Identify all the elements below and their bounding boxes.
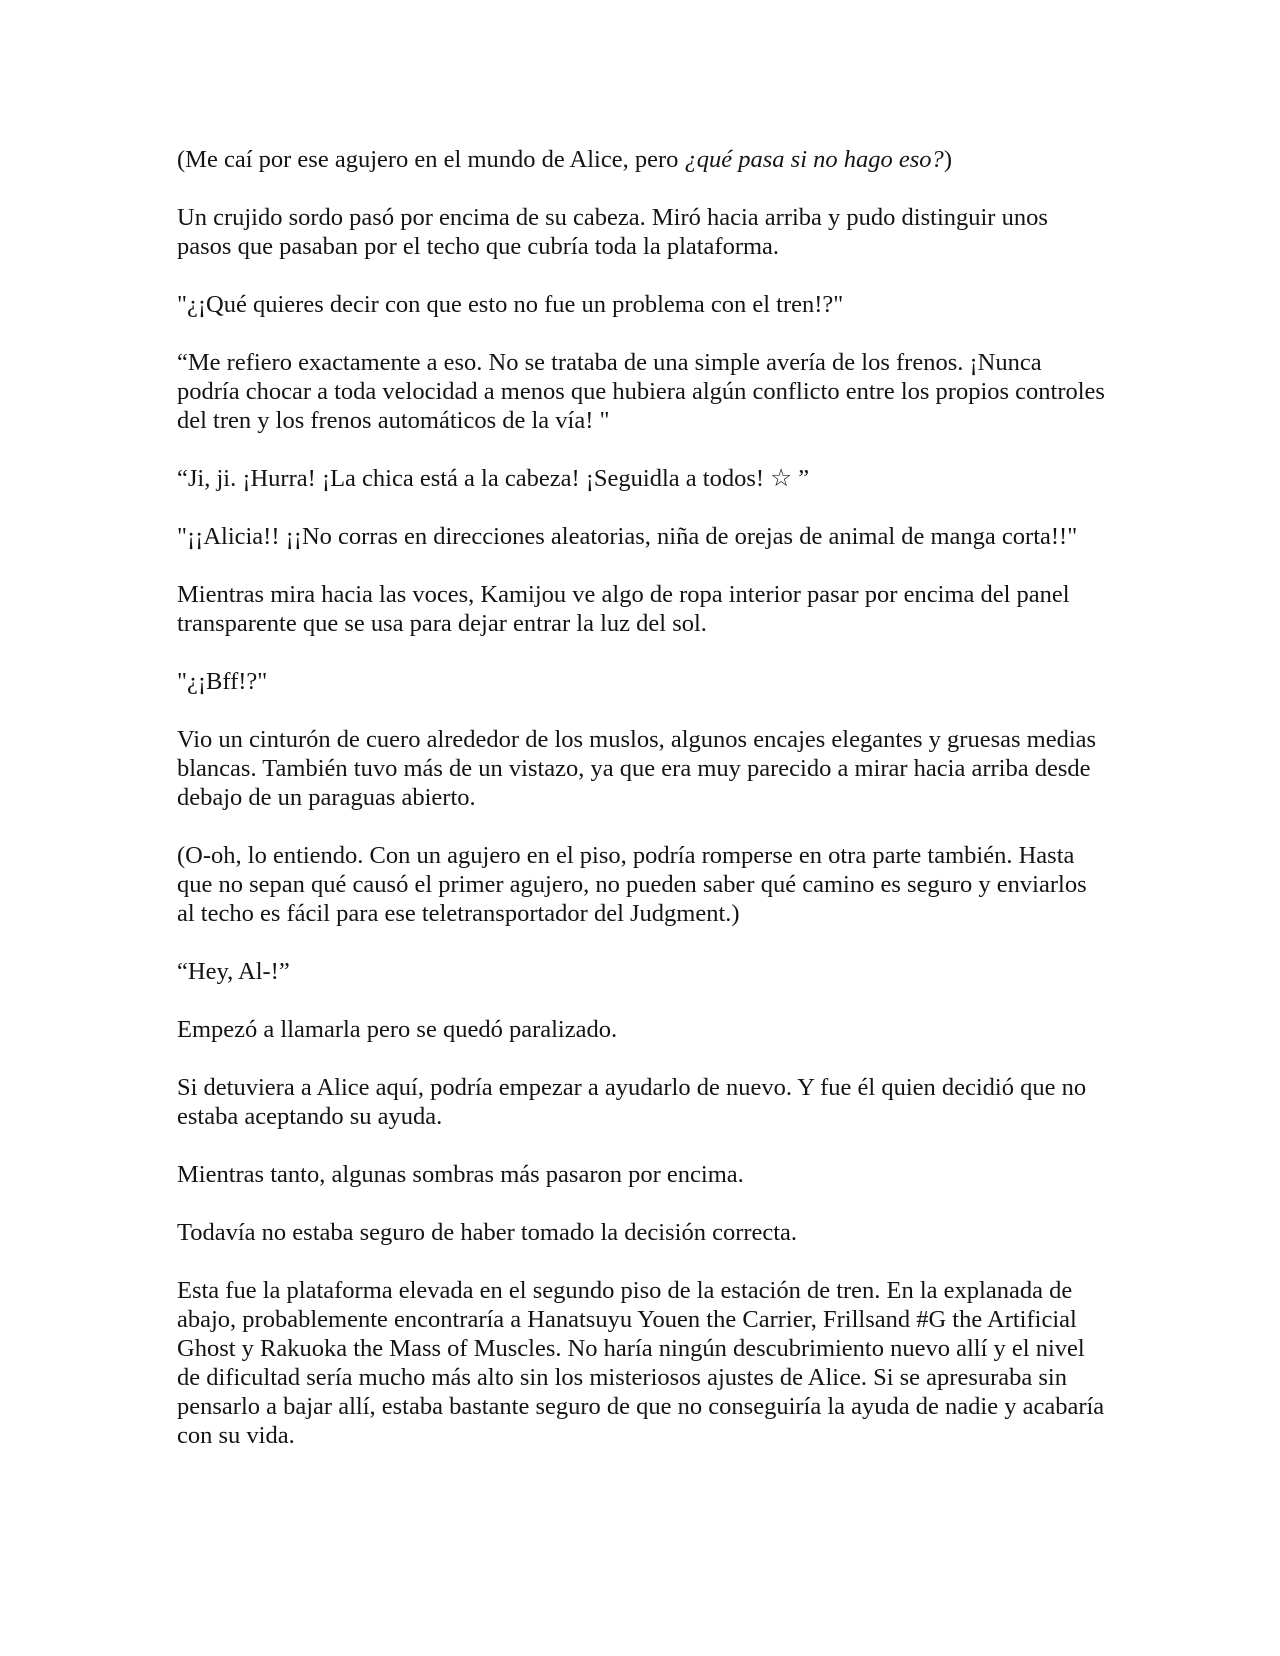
paragraph-1-italic: ¿qué pasa si no hago eso? [684,146,944,173]
paragraph-6: "¡¡Alicia!! ¡¡No corras en direcciones aleatorias, niña de orejas de animal de manga corta!!" [177,523,1078,550]
paragraph-16: Esta fue la plataforma elevada en el segundo piso de la estación de tren. En la explanada de abajo, probablemente encontraría a Hanatsuyu Youen the Carrier, Frillsand #G the Artificial Ghost y Rakuoka the Mass of Muscles. No haría ningún descubrimiento nuevo allí y el nivel de dificultad sería mucho más alto sin los misteriosos ajustes de Alice. Si se apresuraba sin pensarlo a bajar allí, estaba bastante seguro de que no conseguiría la ayuda de nadie y acabaría con su vida. [177,1277,1105,1449]
paragraph-1 [177,145,1107,174]
paragraph-5: “Ji, ji. ¡Hurra! ¡La chica está a la cabeza! ¡Seguidla a todos! ☆ ” [177,465,810,492]
paragraph-15: Todavía no estaba seguro de haber tomado la decisión correcta. [177,1219,798,1246]
paragraph-4: “Me refiero exactamente a eso. No se trataba de una simple avería de los frenos. ¡Nunca podría chocar a toda velocidad a menos que hubiera algún conflicto entre los propios controles del tren y los frenos automáticos de la vía! " [177,349,1105,434]
paragraph-3: "¿¡Qué quieres decir con que esto no fue un problema con el tren!?" [177,291,844,318]
paragraph-10: (O-oh, lo entiendo. Con un agujero en el piso, podría romperse en otra parte también. Hasta que no sepan qué causó el primer agujero, no pueden saber qué camino es seguro y enviarlos al techo es fácil para ese teletransportador del Judgment.) [177,842,1087,927]
paragraph-9: Vio un cinturón de cuero alrededor de los muslos, algunos encajes elegantes y gruesas medias blancas. También tuvo más de un vistazo, ya que era muy parecido a mirar hacia arriba desde debajo de un paraguas abierto. [177,726,1097,811]
paragraph-1-post: ) [943,146,952,173]
document-page [177,145,1107,1450]
paragraph-1-pre: (Me caí por ese agujero en el mundo de Alice, pero [177,146,685,173]
paragraph-14: Mientras tanto, algunas sombras más pasaron por encima. [177,1161,744,1188]
paragraph-13: Si detuviera a Alice aquí, podría empezar a ayudarlo de nuevo. Y fue él quien decidió que no estaba aceptando su ayuda. [177,1074,1087,1130]
paragraph-11: “Hey, Al-!” [177,958,290,985]
paragraph-2: Un crujido sordo pasó por encima de su cabeza. Miró hacia arriba y pudo distinguir unos pasos que pasaban por el techo que cubría toda la plataforma. [177,204,1048,260]
paragraph-12: Empezó a llamarla pero se quedó paralizado. [177,1016,618,1043]
paragraph-8: "¿¡Bff!?" [177,668,268,695]
paragraph-7: Mientras mira hacia las voces, Kamijou ve algo de ropa interior pasar por encima del panel transparente que se usa para dejar entrar la luz del sol. [177,581,1070,637]
